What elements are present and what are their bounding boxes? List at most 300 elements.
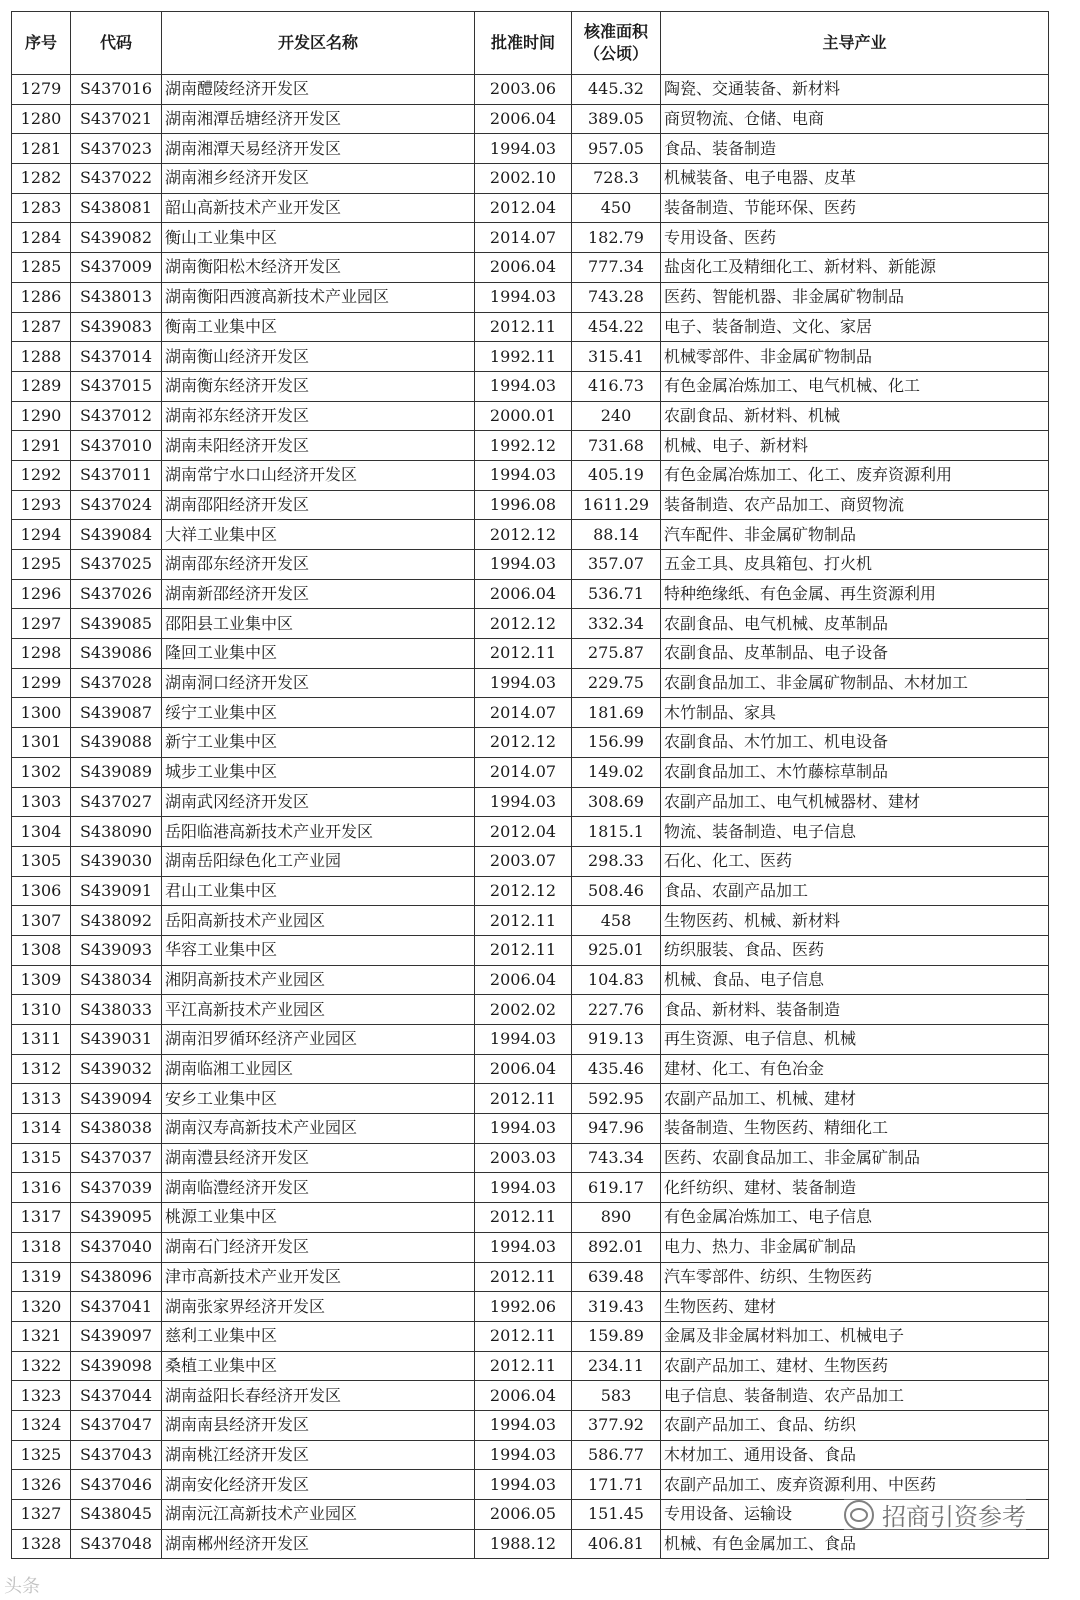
cell-code: S437043: [71, 1440, 162, 1470]
cell-leading-industry: 装备制造、农产品加工、商贸物流: [661, 490, 1049, 520]
cell-zone-name: 湖南汨罗循环经济产业园区: [162, 1025, 475, 1055]
cell-zone-name: 安乡工业集中区: [162, 1084, 475, 1114]
cell-leading-industry: 食品、农副产品加工: [661, 876, 1049, 906]
cell-leading-industry: 专用设备、医药: [661, 223, 1049, 253]
cell-index: 1282: [12, 164, 71, 194]
cell-index: 1288: [12, 342, 71, 372]
cell-leading-industry: 木材加工、通用设备、食品: [661, 1440, 1049, 1470]
cell-index: 1303: [12, 787, 71, 817]
cell-code: S439085: [71, 609, 162, 639]
cell-index: 1306: [12, 876, 71, 906]
cell-leading-industry: 农副食品、新材料、机械: [661, 401, 1049, 431]
table-row: [12, 431, 1049, 461]
cell-approval-date: 2012.11: [475, 1203, 572, 1233]
cell-approval-date: 2002.02: [475, 995, 572, 1025]
table-row: [12, 698, 1049, 728]
cell-code: S439087: [71, 698, 162, 728]
cell-code: S437039: [71, 1173, 162, 1203]
cell-code: S437021: [71, 104, 162, 134]
cell-zone-name: 湖南临澧经济开发区: [162, 1173, 475, 1203]
cell-leading-industry: 农副食品、皮革制品、电子设备: [661, 639, 1049, 669]
cell-index: 1301: [12, 728, 71, 758]
cell-index: 1290: [12, 401, 71, 431]
cell-leading-industry: 汽车配件、非金属矿物制品: [661, 520, 1049, 550]
cell-code: S438013: [71, 282, 162, 312]
table-row: [12, 1292, 1049, 1322]
cell-zone-name: 湖南祁东经济开发区: [162, 401, 475, 431]
cell-approval-date: 2014.07: [475, 698, 572, 728]
cell-approved-area: 450: [572, 193, 661, 223]
column-header-leading-industry: 主导产业: [661, 12, 1049, 75]
cell-approved-area: 639.48: [572, 1262, 661, 1292]
cell-index: 1324: [12, 1410, 71, 1440]
cell-code: S437048: [71, 1529, 162, 1559]
cell-index: 1286: [12, 282, 71, 312]
table-row: [12, 1114, 1049, 1144]
table-row: [12, 639, 1049, 669]
cell-zone-name: 湖南武冈经济开发区: [162, 787, 475, 817]
cell-zone-name: 韶山高新技术产业开发区: [162, 193, 475, 223]
cell-code: S437014: [71, 342, 162, 372]
cell-approval-date: 1994.03: [475, 1440, 572, 1470]
cell-approval-date: 2014.07: [475, 757, 572, 787]
cell-code: S439097: [71, 1321, 162, 1351]
cell-code: S437028: [71, 668, 162, 698]
cell-code: S438038: [71, 1114, 162, 1144]
table-row: [12, 1410, 1049, 1440]
wechat-icon: [844, 1500, 874, 1530]
cell-index: 1320: [12, 1292, 71, 1322]
cell-zone-name: 湖南衡山经济开发区: [162, 342, 475, 372]
cell-approved-area: 728.3: [572, 164, 661, 194]
table-row: [12, 1470, 1049, 1500]
cell-approval-date: 2012.11: [475, 639, 572, 669]
cell-code: S439094: [71, 1084, 162, 1114]
cell-leading-industry: 石化、化工、医药: [661, 846, 1049, 876]
cell-approval-date: 2012.11: [475, 1321, 572, 1351]
cell-leading-industry: 农副产品加工、建材、生物医药: [661, 1351, 1049, 1381]
cell-leading-industry: 装备制造、生物医药、精细化工: [661, 1114, 1049, 1144]
table-row: [12, 668, 1049, 698]
cell-approval-date: 1994.03: [475, 668, 572, 698]
cell-approval-date: 2006.04: [475, 965, 572, 995]
cell-leading-industry: 农副食品加工、木竹藤棕草制品: [661, 757, 1049, 787]
cell-leading-industry: 机械、食品、电子信息: [661, 965, 1049, 995]
cell-index: 1285: [12, 253, 71, 283]
cell-leading-industry: 生物医药、机械、新材料: [661, 906, 1049, 936]
table-row: [12, 223, 1049, 253]
cell-approval-date: 1996.08: [475, 490, 572, 520]
cell-index: 1305: [12, 846, 71, 876]
cell-code: S437016: [71, 75, 162, 105]
cell-leading-industry: 电子、装备制造、文化、家居: [661, 312, 1049, 342]
cell-index: 1317: [12, 1203, 71, 1233]
cell-leading-industry: 木竹制品、家具: [661, 698, 1049, 728]
cell-code: S439030: [71, 846, 162, 876]
table-body: [12, 75, 1049, 1559]
cell-approved-area: 435.46: [572, 1054, 661, 1084]
table-row: [12, 817, 1049, 847]
cell-index: 1328: [12, 1529, 71, 1559]
cell-zone-name: 岳阳临港高新技术产业开发区: [162, 817, 475, 847]
cell-approval-date: 2012.12: [475, 876, 572, 906]
table-row: [12, 520, 1049, 550]
cell-index: 1314: [12, 1114, 71, 1144]
cell-approved-area: 925.01: [572, 935, 661, 965]
cell-approved-area: 240: [572, 401, 661, 431]
cell-leading-industry: 食品、新材料、装备制造: [661, 995, 1049, 1025]
cell-approved-area: 731.68: [572, 431, 661, 461]
cell-index: 1319: [12, 1262, 71, 1292]
cell-zone-name: 湖南澧县经济开发区: [162, 1143, 475, 1173]
table-row: [12, 253, 1049, 283]
cell-leading-industry: 特种绝缘纸、有色金属、再生资源利用: [661, 579, 1049, 609]
cell-zone-name: 湖南湘乡经济开发区: [162, 164, 475, 194]
cell-leading-industry: 农副产品加工、电气机械器材、建材: [661, 787, 1049, 817]
cell-approval-date: 2012.11: [475, 935, 572, 965]
cell-approval-date: 2006.04: [475, 579, 572, 609]
cell-approved-area: 592.95: [572, 1084, 661, 1114]
table-row: [12, 1173, 1049, 1203]
cell-zone-name: 湖南邵阳经济开发区: [162, 490, 475, 520]
table-row: [12, 1529, 1049, 1559]
cell-index: 1296: [12, 579, 71, 609]
cell-index: 1321: [12, 1321, 71, 1351]
cell-index: 1284: [12, 223, 71, 253]
cell-leading-industry: 专用设备、运输设: [661, 1500, 1049, 1530]
cell-code: S437027: [71, 787, 162, 817]
cell-approved-area: 892.01: [572, 1232, 661, 1262]
table-row: [12, 1262, 1049, 1292]
cell-zone-name: 湖南衡东经济开发区: [162, 371, 475, 401]
cell-index: 1295: [12, 550, 71, 580]
cell-code: S438033: [71, 995, 162, 1025]
cell-approval-date: 2003.03: [475, 1143, 572, 1173]
cell-approved-area: 159.89: [572, 1321, 661, 1351]
cell-approval-date: 2012.11: [475, 1084, 572, 1114]
cell-leading-industry: 机械零部件、非金属矿物制品: [661, 342, 1049, 372]
cell-index: 1297: [12, 609, 71, 639]
cell-approval-date: 2006.05: [475, 1500, 572, 1530]
cell-leading-industry: 纺织服装、食品、医药: [661, 935, 1049, 965]
table-row: [12, 1351, 1049, 1381]
cell-code: S439084: [71, 520, 162, 550]
watermark-text: 招商引资参考: [882, 1503, 1026, 1531]
table-row: [12, 104, 1049, 134]
cell-zone-name: 湖南衡阳松木经济开发区: [162, 253, 475, 283]
cell-leading-industry: 有色金属冶炼加工、电子信息: [661, 1203, 1049, 1233]
cell-code: S439098: [71, 1351, 162, 1381]
cell-zone-name: 湖南汉寿高新技术产业园区: [162, 1114, 475, 1144]
cell-zone-name: 大祥工业集中区: [162, 520, 475, 550]
cell-code: S439032: [71, 1054, 162, 1084]
table-row: [12, 460, 1049, 490]
cell-code: S437037: [71, 1143, 162, 1173]
cell-zone-name: 湖南醴陵经济开发区: [162, 75, 475, 105]
cell-code: S437009: [71, 253, 162, 283]
cell-index: 1325: [12, 1440, 71, 1470]
cell-approval-date: 1994.03: [475, 1232, 572, 1262]
cell-approved-area: 406.81: [572, 1529, 661, 1559]
cell-approval-date: 2012.11: [475, 906, 572, 936]
cell-approval-date: 1992.12: [475, 431, 572, 461]
cell-code: S437010: [71, 431, 162, 461]
cell-code: S437015: [71, 371, 162, 401]
cell-zone-name: 华容工业集中区: [162, 935, 475, 965]
cell-approved-area: 586.77: [572, 1440, 661, 1470]
cell-approval-date: 1992.06: [475, 1292, 572, 1322]
table-row: [12, 965, 1049, 995]
table-row: [12, 1440, 1049, 1470]
cell-zone-name: 湖南衡阳西渡高新技术产业园区: [162, 282, 475, 312]
cell-approved-area: 416.73: [572, 371, 661, 401]
cell-index: 1293: [12, 490, 71, 520]
cell-approval-date: 1994.03: [475, 787, 572, 817]
cell-approval-date: 2012.11: [475, 1262, 572, 1292]
cell-approval-date: 2014.07: [475, 223, 572, 253]
cell-leading-industry: 电子信息、装备制造、农产品加工: [661, 1381, 1049, 1411]
table-row: [12, 371, 1049, 401]
column-header-index: 序号: [12, 12, 71, 75]
cell-code: S439082: [71, 223, 162, 253]
cell-leading-industry: 农副产品加工、食品、纺织: [661, 1410, 1049, 1440]
table-row: [12, 1232, 1049, 1262]
cell-approval-date: 2012.12: [475, 728, 572, 758]
cell-approved-area: 88.14: [572, 520, 661, 550]
cell-index: 1289: [12, 371, 71, 401]
cell-zone-name: 平江高新技术产业园区: [162, 995, 475, 1025]
cell-code: S437022: [71, 164, 162, 194]
cell-leading-industry: 农副食品、电气机械、皮革制品: [661, 609, 1049, 639]
cell-approved-area: 149.02: [572, 757, 661, 787]
corner-watermark: 头条: [4, 1576, 40, 1597]
cell-approved-area: 445.32: [572, 75, 661, 105]
cell-leading-industry: 再生资源、电子信息、机械: [661, 1025, 1049, 1055]
table-row: [12, 164, 1049, 194]
cell-code: S437025: [71, 550, 162, 580]
cell-zone-name: 湖南新邵经济开发区: [162, 579, 475, 609]
cell-index: 1310: [12, 995, 71, 1025]
cell-code: S439031: [71, 1025, 162, 1055]
cell-approval-date: 2006.04: [475, 1381, 572, 1411]
column-header-code: 代码: [71, 12, 162, 75]
cell-leading-industry: 机械、有色金属加工、食品: [661, 1529, 1049, 1559]
cell-approved-area: 947.96: [572, 1114, 661, 1144]
cell-leading-industry: 生物医药、建材: [661, 1292, 1049, 1322]
cell-zone-name: 湖南洞口经济开发区: [162, 668, 475, 698]
cell-code: S437023: [71, 134, 162, 164]
table-row: [12, 1381, 1049, 1411]
cell-code: S439093: [71, 935, 162, 965]
cell-index: 1326: [12, 1470, 71, 1500]
column-header-approval-date: 批准时间: [475, 12, 572, 75]
cell-leading-industry: 机械装备、电子电器、皮革: [661, 164, 1049, 194]
table-row: [12, 550, 1049, 580]
cell-zone-name: 湖南石门经济开发区: [162, 1232, 475, 1262]
cell-approval-date: 2002.10: [475, 164, 572, 194]
table-row: [12, 1203, 1049, 1233]
cell-approval-date: 1994.03: [475, 1410, 572, 1440]
cell-approved-area: 536.71: [572, 579, 661, 609]
cell-approved-area: 332.34: [572, 609, 661, 639]
cell-approved-area: 1815.1: [572, 817, 661, 847]
cell-code: S437024: [71, 490, 162, 520]
cell-approved-area: 182.79: [572, 223, 661, 253]
cell-code: S439086: [71, 639, 162, 669]
cell-index: 1300: [12, 698, 71, 728]
cell-approved-area: 454.22: [572, 312, 661, 342]
cell-leading-industry: 盐卤化工及精细化工、新材料、新能源: [661, 253, 1049, 283]
cell-leading-industry: 农副食品、木竹加工、机电设备: [661, 728, 1049, 758]
cell-approved-area: 181.69: [572, 698, 661, 728]
cell-code: S439095: [71, 1203, 162, 1233]
cell-zone-name: 湖南安化经济开发区: [162, 1470, 475, 1500]
cell-index: 1299: [12, 668, 71, 698]
table-row: [12, 282, 1049, 312]
cell-index: 1315: [12, 1143, 71, 1173]
cell-index: 1283: [12, 193, 71, 223]
cell-leading-industry: 物流、装备制造、电子信息: [661, 817, 1049, 847]
cell-code: S437012: [71, 401, 162, 431]
cell-code: S437046: [71, 1470, 162, 1500]
cell-leading-industry: 商贸物流、仓储、电商: [661, 104, 1049, 134]
cell-approval-date: 2000.01: [475, 401, 572, 431]
cell-approved-area: 458: [572, 906, 661, 936]
cell-index: 1309: [12, 965, 71, 995]
cell-approval-date: 1988.12: [475, 1529, 572, 1559]
cell-code: S439088: [71, 728, 162, 758]
cell-zone-name: 湖南邵东经济开发区: [162, 550, 475, 580]
cell-approved-area: 919.13: [572, 1025, 661, 1055]
cell-approval-date: 1994.03: [475, 550, 572, 580]
cell-approved-area: 957.05: [572, 134, 661, 164]
cell-approved-area: 890: [572, 1203, 661, 1233]
cell-approved-area: 389.05: [572, 104, 661, 134]
cell-zone-name: 湖南湘潭天易经济开发区: [162, 134, 475, 164]
table-row: [12, 579, 1049, 609]
table-row: [12, 490, 1049, 520]
table-row: [12, 995, 1049, 1025]
table-row: [12, 935, 1049, 965]
cell-approval-date: 1994.03: [475, 282, 572, 312]
cell-index: 1281: [12, 134, 71, 164]
table-row: [12, 757, 1049, 787]
cell-zone-name: 湖南岳阳绿色化工产业园: [162, 846, 475, 876]
cell-leading-industry: 五金工具、皮具箱包、打火机: [661, 550, 1049, 580]
cell-approval-date: 1994.03: [475, 371, 572, 401]
cell-leading-industry: 医药、农副食品加工、非金属矿制品: [661, 1143, 1049, 1173]
cell-code: S439083: [71, 312, 162, 342]
cell-index: 1302: [12, 757, 71, 787]
cell-zone-name: 邵阳县工业集中区: [162, 609, 475, 639]
cell-code: S437047: [71, 1410, 162, 1440]
table-row: [12, 1054, 1049, 1084]
cell-index: 1287: [12, 312, 71, 342]
cell-approved-area: 156.99: [572, 728, 661, 758]
table-row: [12, 876, 1049, 906]
header-row: [12, 12, 1049, 75]
cell-code: S437011: [71, 460, 162, 490]
cell-approved-area: 308.69: [572, 787, 661, 817]
cell-code: S437040: [71, 1232, 162, 1262]
cell-approved-area: 315.41: [572, 342, 661, 372]
cell-index: 1294: [12, 520, 71, 550]
cell-leading-industry: 化纤纺织、建材、装备制造: [661, 1173, 1049, 1203]
cell-approval-date: 2012.12: [475, 609, 572, 639]
cell-zone-name: 湖南桃江经济开发区: [162, 1440, 475, 1470]
cell-zone-name: 桃源工业集中区: [162, 1203, 475, 1233]
cell-zone-name: 湖南临湘工业园区: [162, 1054, 475, 1084]
cell-leading-industry: 农副产品加工、废弃资源利用、中医药: [661, 1470, 1049, 1500]
cell-leading-industry: 装备制造、节能环保、医药: [661, 193, 1049, 223]
cell-approval-date: 2012.11: [475, 1351, 572, 1381]
cell-code: S438045: [71, 1500, 162, 1530]
cell-leading-industry: 医药、智能机器、非金属矿物制品: [661, 282, 1049, 312]
cell-leading-industry: 机械、电子、新材料: [661, 431, 1049, 461]
development-zone-table: [11, 11, 1049, 1559]
cell-approved-area: 227.76: [572, 995, 661, 1025]
cell-index: 1304: [12, 817, 71, 847]
cell-leading-industry: 农副产品加工、机械、建材: [661, 1084, 1049, 1114]
cell-zone-name: 慈利工业集中区: [162, 1321, 475, 1351]
cell-code: S438090: [71, 817, 162, 847]
table-row: [12, 787, 1049, 817]
cell-code: S438081: [71, 193, 162, 223]
cell-approval-date: 2003.07: [475, 846, 572, 876]
cell-approved-area: 171.71: [572, 1470, 661, 1500]
table-row: [12, 728, 1049, 758]
cell-approval-date: 2012.04: [475, 817, 572, 847]
cell-zone-name: 新宁工业集中区: [162, 728, 475, 758]
cell-index: 1316: [12, 1173, 71, 1203]
table-row: [12, 846, 1049, 876]
table-row: [12, 1143, 1049, 1173]
cell-approval-date: 1994.03: [475, 460, 572, 490]
table-row: [12, 75, 1049, 105]
document-sheet: [11, 11, 1048, 1559]
cell-zone-name: 衡南工业集中区: [162, 312, 475, 342]
cell-approval-date: 1994.03: [475, 1470, 572, 1500]
cell-code: S437041: [71, 1292, 162, 1322]
cell-index: 1280: [12, 104, 71, 134]
cell-index: 1298: [12, 639, 71, 669]
table-row: [12, 609, 1049, 639]
cell-zone-name: 衡山工业集中区: [162, 223, 475, 253]
cell-zone-name: 桑植工业集中区: [162, 1351, 475, 1381]
column-header-approved-area: 核准面积 （公顷）: [572, 12, 661, 75]
table-row: [12, 342, 1049, 372]
watermark: [844, 1497, 1026, 1532]
cell-approved-area: 229.75: [572, 668, 661, 698]
cell-approved-area: 619.17: [572, 1173, 661, 1203]
cell-approved-area: 508.46: [572, 876, 661, 906]
cell-approval-date: 1994.03: [475, 1114, 572, 1144]
cell-leading-industry: 有色金属冶炼加工、化工、废弃资源利用: [661, 460, 1049, 490]
cell-approval-date: 2012.12: [475, 520, 572, 550]
cell-leading-industry: 金属及非金属材料加工、机械电子: [661, 1321, 1049, 1351]
table-row: [12, 1321, 1049, 1351]
cell-index: 1292: [12, 460, 71, 490]
table-header: [12, 12, 1049, 75]
cell-zone-name: 湖南沅江高新技术产业园区: [162, 1500, 475, 1530]
cell-zone-name: 湖南郴州经济开发区: [162, 1529, 475, 1559]
cell-approved-area: 1611.29: [572, 490, 661, 520]
cell-index: 1291: [12, 431, 71, 461]
cell-index: 1307: [12, 906, 71, 936]
cell-zone-name: 湖南湘潭岳塘经济开发区: [162, 104, 475, 134]
cell-approval-date: 1992.11: [475, 342, 572, 372]
cell-approval-date: 2006.04: [475, 1054, 572, 1084]
